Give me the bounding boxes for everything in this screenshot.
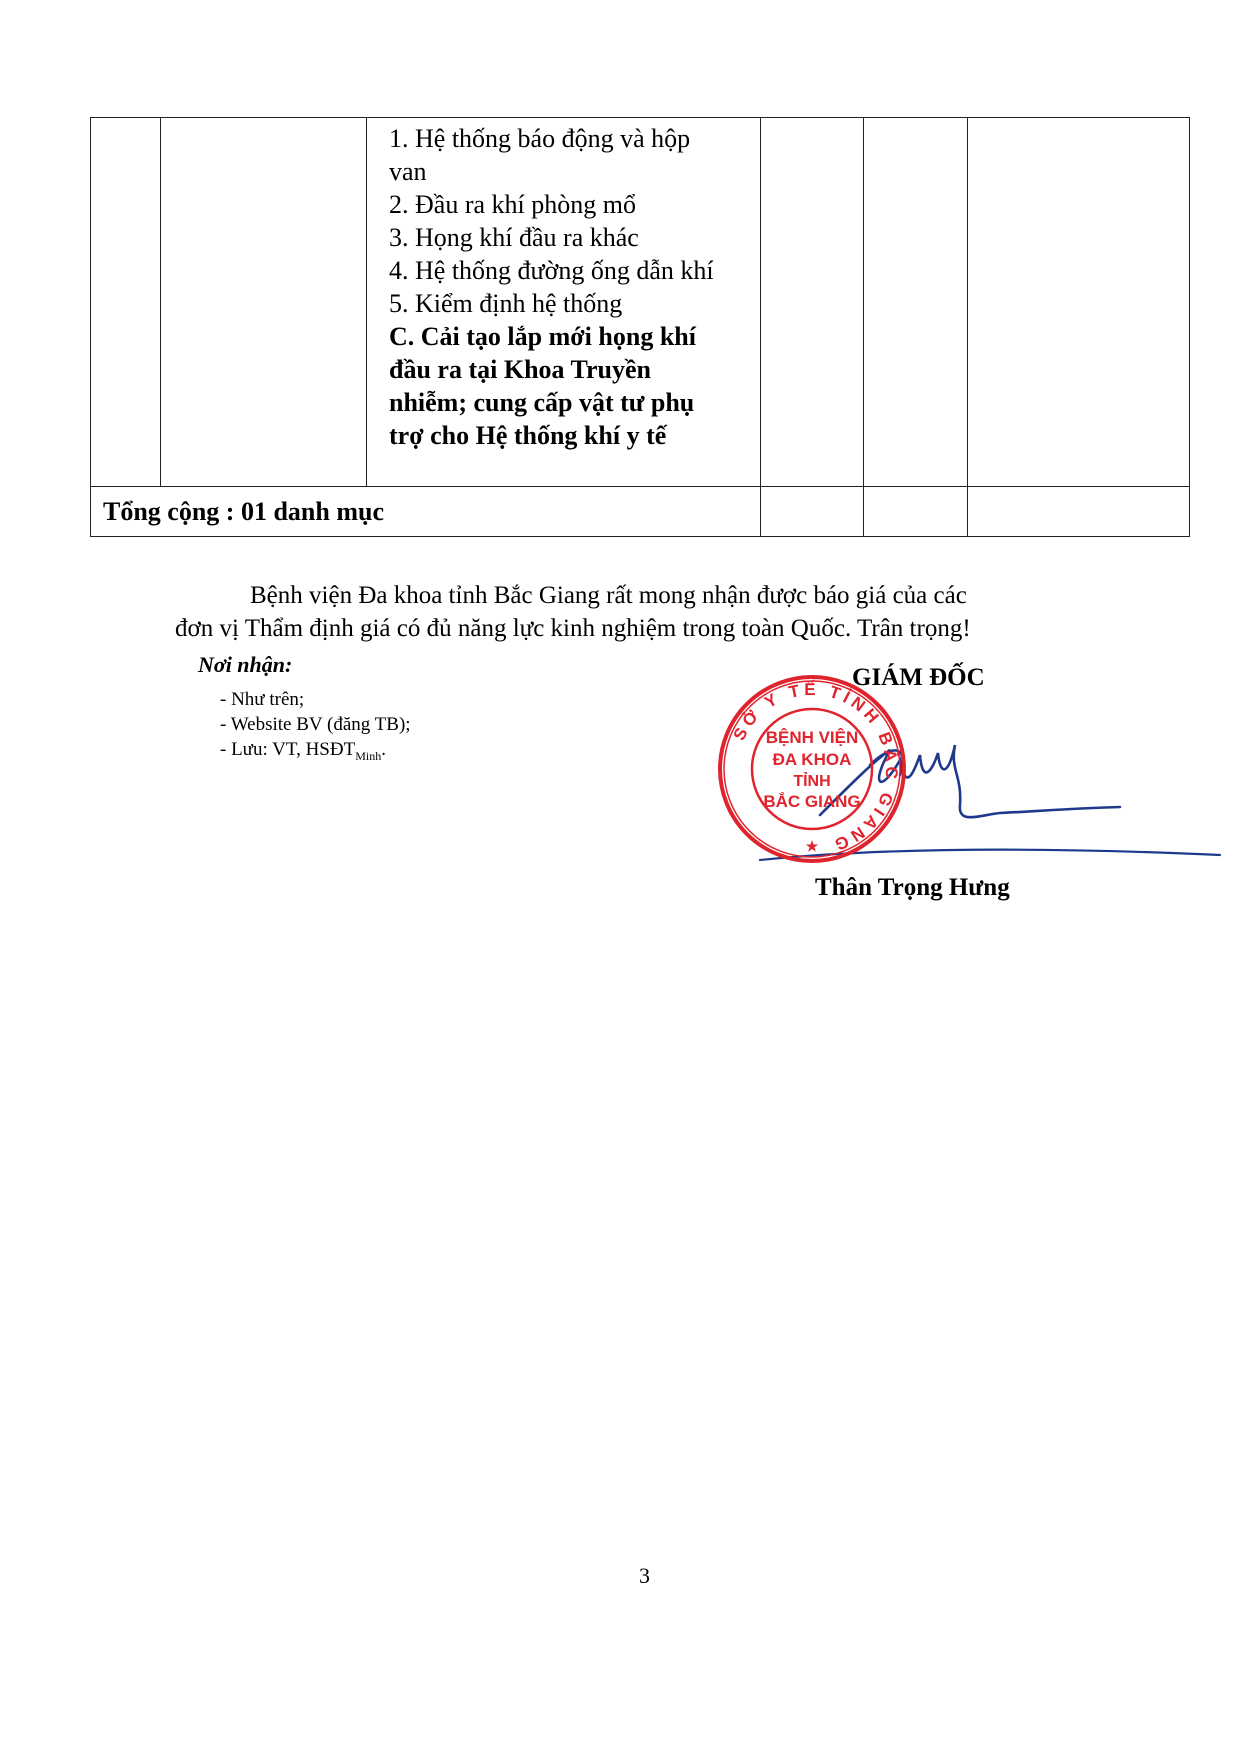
recipients-title: Nơi nhận: <box>198 652 293 677</box>
closing-line-2: đơn vị Thẩm định giá có đủ năng lực kinh nghiệm trong toàn Quốc. Trân trọng! <box>175 615 971 642</box>
table-row <box>91 118 1190 487</box>
table-cell-unit <box>761 118 864 487</box>
page-number: 3 <box>639 1563 650 1588</box>
seal-star-icon: ★ <box>805 838 819 854</box>
table-cell-description <box>367 118 761 487</box>
table-cell-empty <box>968 487 1190 537</box>
table-cell-stt <box>91 118 161 487</box>
closing-line-1: Bệnh viện Đa khoa tỉnh Bắc Giang rất mong nhận được báo giá của các <box>250 582 967 609</box>
section-c-line: nhiễm; cung cấp vật tư phụ <box>389 388 695 417</box>
recipient-suffix: . <box>381 739 386 760</box>
table-cell-empty <box>864 487 968 537</box>
item-line: 2. Đầu ra khí phòng mổ <box>389 190 636 219</box>
seal-ring-text: SỞ Y TẾ TỈNH BẮC GIANG <box>729 679 902 856</box>
item-line: 3. Họng khí đầu ra khác <box>389 223 639 252</box>
section-c-line: đầu ra tại Khoa Truyền <box>389 355 651 384</box>
item-line: 1. Hệ thống báo động và hộp <box>389 124 691 153</box>
recipient-item: - Website BV (đăng TB); <box>220 714 411 735</box>
item-line: van <box>389 157 427 186</box>
section-c-line: C. Cải tạo lắp mới họng khí <box>389 322 696 351</box>
item-line: 5. Kiểm định hệ thống <box>389 289 623 318</box>
table-cell-name <box>161 118 367 487</box>
table-cell-qty <box>864 118 968 487</box>
table-cell-note <box>968 118 1190 487</box>
director-title: GIÁM ĐỐC <box>852 664 985 691</box>
red-stamp <box>720 677 904 861</box>
seal-line: ĐA KHOA <box>772 750 852 769</box>
recipient-item <box>220 738 386 768</box>
section-c-line: trợ cho Hệ thống khí y tế <box>389 421 667 450</box>
table-cell-empty <box>761 487 864 537</box>
seal-line: TỈNH <box>793 773 831 790</box>
recipient-item-text: - Lưu: VT, HSĐT <box>220 739 356 760</box>
total-label: Tổng cộng : 01 danh mục <box>91 487 761 537</box>
table-total-row <box>91 487 1190 537</box>
recipient-item: - Như trên; <box>220 689 305 710</box>
signer-name: Thân Trọng Hưng <box>815 874 1010 901</box>
item-line: 4. Hệ thống đường ống dẫn khí <box>389 256 714 285</box>
official-seal-and-signature <box>700 665 1230 875</box>
seal-line: BẮC GIANG <box>763 792 861 811</box>
recipient-initials: Minh <box>355 748 382 763</box>
items-table <box>90 117 1190 537</box>
seal-line: BỆNH VIỆN <box>765 728 859 747</box>
